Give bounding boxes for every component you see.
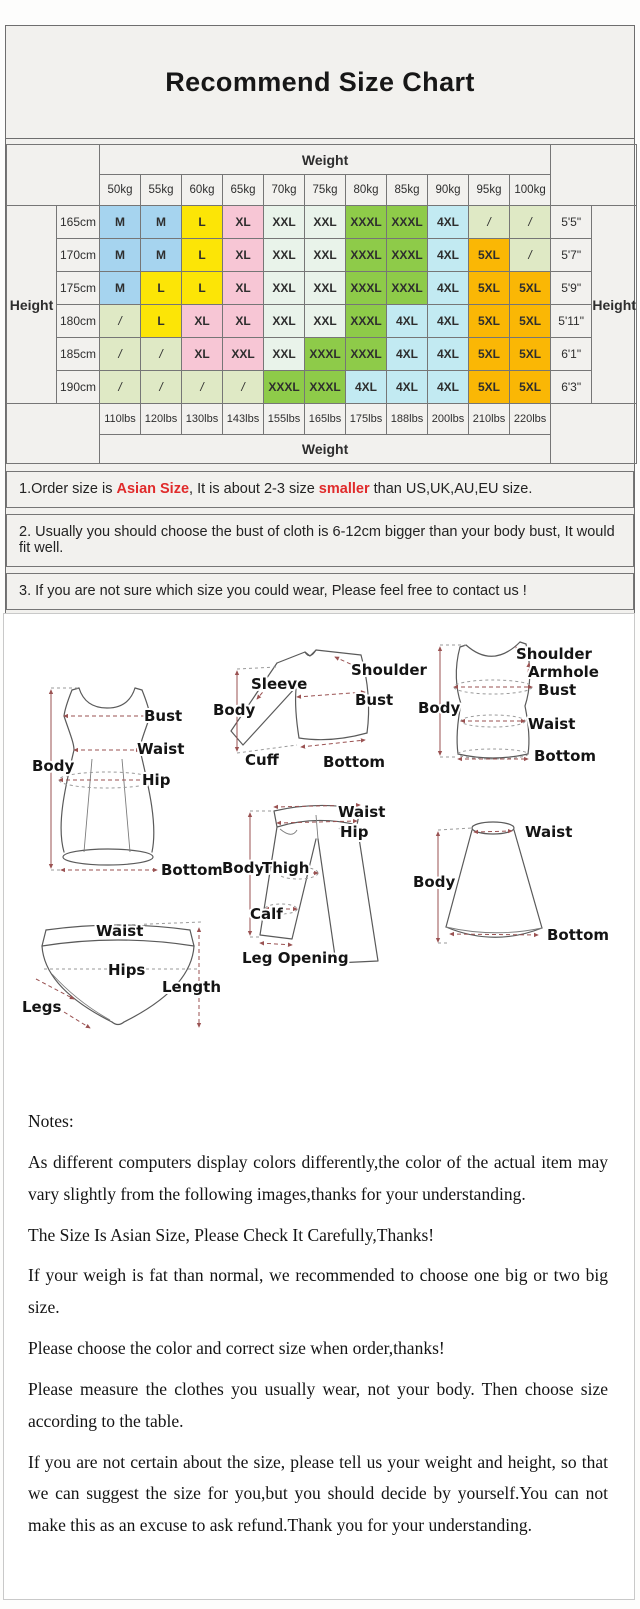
size-cell: XXL [264,272,305,305]
size-cell: / [141,371,182,404]
size-cell: 5XL [469,371,510,404]
size-cell: XL [182,338,223,371]
size-cell: 5XL [469,239,510,272]
height-ft-cell: 5'7" [551,239,592,272]
size-cell: 4XL [346,371,387,404]
lbs-cell: 110lbs [100,404,141,435]
height-cm-cell: 190cm [57,371,100,404]
height-header-left: Height [7,206,57,404]
kg-header-cell: 70kg [264,175,305,206]
pants-waist-label: Waist [338,803,386,821]
size-note-text: 2. Usually you should choose the bust of cloth is 6-12cm bigger than your body bust, It would fit well. [19,524,615,556]
corner-cell [551,145,637,206]
size-cell: XL [223,239,264,272]
vest-diagram [416,629,638,779]
size-cell: / [100,371,141,404]
size-note [6,573,634,610]
size-note-text: 3. If you are not sure which size you could wear, Please feel free to contact us ! [19,583,527,599]
size-cell: 5XL [510,371,551,404]
corner-cell [7,145,100,206]
size-cell: L [182,206,223,239]
dress-waist-label: Waist [137,740,185,758]
skirt-bottom-label: Bottom [547,926,610,944]
corner-cell [7,404,100,464]
lbs-cell: 165lbs [305,404,346,435]
briefs-length-label: Length [162,978,221,996]
size-cell: XXXL [387,272,428,305]
size-table [6,144,637,464]
size-chart-section [5,25,635,619]
shirt-cuff-label: Cuff [245,751,279,769]
size-note [6,471,634,508]
size-cell: XXXL [387,206,428,239]
kg-header-cell: 65kg [223,175,264,206]
vest-body-label: Body [418,699,461,717]
size-cell: XXL [264,206,305,239]
notes-section [4,1092,634,1542]
height-cm-cell: 185cm [57,338,100,371]
kg-header-cell: 85kg [387,175,428,206]
size-cell: / [141,338,182,371]
kg-header-cell: 80kg [346,175,387,206]
skirt-body-label: Body [413,873,456,891]
size-cell: XXL [305,305,346,338]
height-header-right: Height [592,206,637,404]
kg-header-cell: 75kg [305,175,346,206]
kg-header-cell: 50kg [100,175,141,206]
lbs-cell: 188lbs [387,404,428,435]
height-ft-cell: 5'11" [551,305,592,338]
shirt-bottom-label: Bottom [323,753,386,771]
size-note-text: , It is about 2-3 size [189,481,319,497]
size-cell: 4XL [387,305,428,338]
size-cell: 5XL [469,272,510,305]
size-cell: XL [223,272,264,305]
size-cell: 4XL [387,371,428,404]
skirt-diagram [397,787,637,975]
height-cm-cell: 165cm [57,206,100,239]
briefs-legs-label: Legs [22,998,62,1016]
vest-bottom-label: Bottom [534,747,597,765]
skirt-waist-label: Waist [525,823,573,841]
size-cell: XXXL [264,371,305,404]
size-cell: / [100,338,141,371]
kg-header-cell: 95kg [469,175,510,206]
note-paragraph: Please choose the color and correct size when order,thanks! [28,1338,445,1359]
kg-header-cell: 90kg [428,175,469,206]
size-cell: XXXL [346,305,387,338]
size-cell: / [182,371,223,404]
size-cell: XXL [264,239,305,272]
size-cell: XXL [305,206,346,239]
briefs-waist-label: Waist [96,922,144,940]
note-paragraph: If your weigh is fat than normal, we recommended to choose one big or two big size. [28,1265,608,1318]
note-paragraph: The Size Is Asian Size, Please Check It Carefully,Thanks! [28,1224,435,1245]
size-cell: XXXL [346,272,387,305]
size-note-highlight: Asian Size [116,481,190,497]
size-cell: XXL [305,239,346,272]
size-cell: L [141,305,182,338]
vest-shoulder-label: Shoulder [516,645,592,663]
briefs-diagram [12,882,244,1047]
pants-leg-opening-label: Leg Opening [242,949,349,967]
size-cell: / [510,206,551,239]
size-note [6,514,634,567]
size-cell: 5XL [510,305,551,338]
kg-header-cell: 100kg [510,175,551,206]
pants-thigh-label: Thigh [262,859,310,877]
shirt-bust-label: Bust [355,691,394,709]
lbs-cell: 143lbs [223,404,264,435]
size-cell: XL [223,206,264,239]
notes-heading: Notes: [28,1111,74,1131]
note-paragraph: Please measure the clothes you usually wear, not your body. Then choose size according to the table. [28,1378,608,1431]
size-cell: XL [223,305,264,338]
size-cell: 4XL [387,338,428,371]
kg-header-cell: 55kg [141,175,182,206]
size-cell: / [100,305,141,338]
size-note-text: than US,UK,AU,EU size. [369,481,533,497]
size-chart-notes [6,471,634,610]
size-cell: 5XL [510,338,551,371]
size-cell: XXL [264,305,305,338]
vest-armhole-label: Armhole [528,663,599,681]
height-cm-cell: 175cm [57,272,100,305]
size-cell: XXXL [346,206,387,239]
height-ft-cell: 5'5" [551,206,592,239]
size-cell: XXXL [387,239,428,272]
lbs-cell: 200lbs [428,404,469,435]
dress-bottom-label: Bottom [161,861,224,879]
weight-header: Weight [100,145,551,175]
note-paragraph: If you are not certain about the size, please tell us your weight and height, so that we can suggest the size for you,but you should decide by yourself.You can not make this as an excuse to ask refund.Thank you for your understanding. [28,1451,608,1536]
dress-body-label: Body [32,757,75,775]
lbs-cell: 130lbs [182,404,223,435]
size-cell: L [182,272,223,305]
size-cell: / [223,371,264,404]
shirt-diagram [209,639,427,789]
size-cell: M [100,239,141,272]
shirt-shoulder-label: Shoulder [351,661,427,679]
size-cell: XXXL [305,338,346,371]
dress-diagram [12,644,224,896]
height-ft-cell: 6'1" [551,338,592,371]
size-cell: XXXL [346,338,387,371]
size-cell: M [100,206,141,239]
pants-calf-label: Calf [250,905,283,923]
measure-section [3,613,635,1600]
vest-waist-label: Waist [528,715,576,733]
kg-header-cell: 60kg [182,175,223,206]
dress-hip-label: Hip [142,771,171,789]
size-cell: L [182,239,223,272]
height-ft-cell: 5'9" [551,272,592,305]
size-cell: XXL [264,338,305,371]
size-cell: XXXL [305,371,346,404]
lbs-cell: 120lbs [141,404,182,435]
size-cell: 5XL [510,272,551,305]
size-cell: XL [182,305,223,338]
size-note-text: 1.Order size is [19,481,117,497]
size-cell: L [141,272,182,305]
shirt-sleeve-label: Sleeve [251,675,308,693]
pants-hip-label: Hip [340,823,369,841]
measure-diagrams [4,614,634,1092]
size-cell: / [469,206,510,239]
size-cell: 4XL [428,239,469,272]
dress-bust-label: Bust [144,707,183,725]
size-cell: 5XL [469,305,510,338]
size-cell: M [100,272,141,305]
size-cell: 4XL [428,272,469,305]
height-cm-cell: 170cm [57,239,100,272]
size-cell: 4XL [428,338,469,371]
vest-bust-label: Bust [538,681,577,699]
size-cell: XXL [305,272,346,305]
size-cell: 4XL [428,371,469,404]
shirt-body-label: Body [213,701,256,719]
size-note-highlight: smaller [318,481,370,497]
note-paragraph: As different computers display colors differently,the color of the actual item may vary slightly from the following images,thanks for your understanding. [28,1151,608,1204]
size-cell: / [510,239,551,272]
size-cell: 5XL [469,338,510,371]
size-chart-title: Recommend Size Chart [6,26,634,139]
size-cell: XXXL [346,239,387,272]
briefs-hips-label: Hips [108,961,146,979]
lbs-cell: 175lbs [346,404,387,435]
height-cm-cell: 180cm [57,305,100,338]
corner-cell [551,404,637,464]
size-cell: 4XL [428,305,469,338]
size-cell: 4XL [428,206,469,239]
lbs-cell: 210lbs [469,404,510,435]
lbs-cell: 155lbs [264,404,305,435]
height-ft-cell: 6'3" [551,371,592,404]
size-cell: M [141,239,182,272]
weight-footer: Weight [100,435,551,464]
pants-body-label: Body [222,859,265,877]
size-cell: M [141,206,182,239]
size-cell: XXL [223,338,264,371]
lbs-cell: 220lbs [510,404,551,435]
